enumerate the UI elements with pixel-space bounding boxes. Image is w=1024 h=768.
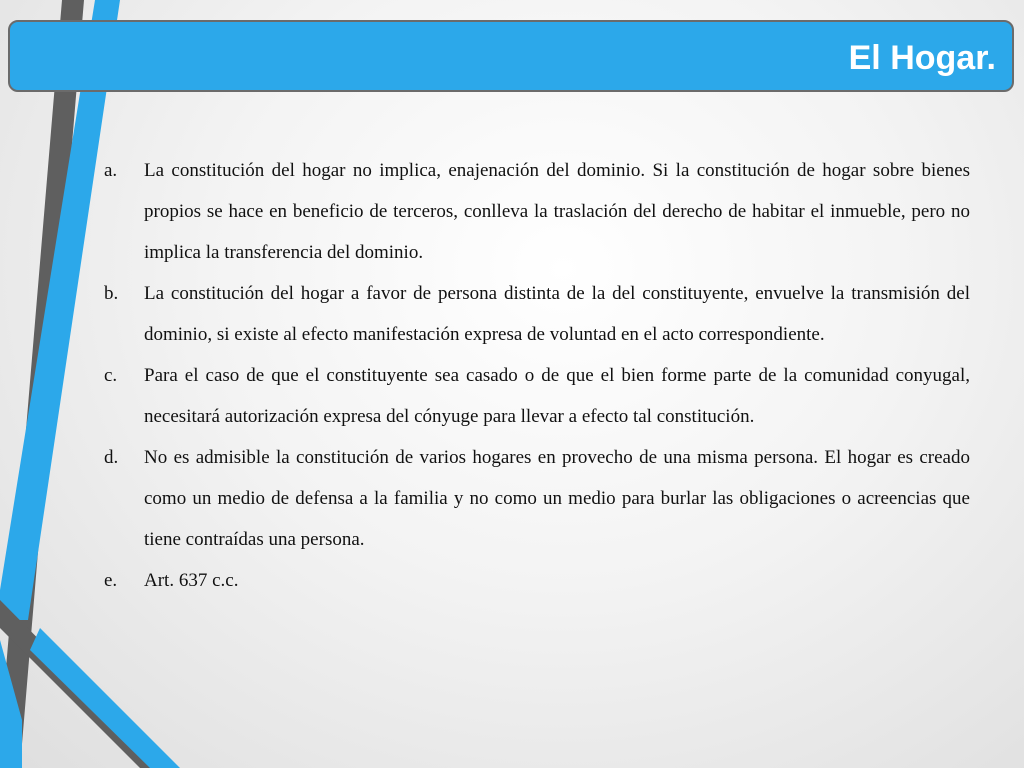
- list-marker: d.: [104, 447, 119, 468]
- list-item-text: Para el caso de que el constituyente sea casado o de que el bien forme parte de la comunidad conyugal, necesitará autorización expresa del cónyuge para llevar a efecto tal constitución.: [144, 365, 970, 427]
- list-item-c: [104, 355, 970, 437]
- list-marker: b.: [104, 283, 119, 304]
- page-title: El Hogar.: [848, 39, 996, 77]
- list-item-b: [104, 273, 970, 355]
- list-item-d: [104, 437, 970, 560]
- list-item-text: No es admisible la constitución de varios hogares en provecho de una misma persona. El hogar es creado como un medio de defensa a la familia y no como un medio para burlar las obligaciones o acreencias que tiene contraídas una persona.: [144, 447, 970, 550]
- list-item-e: [104, 560, 970, 601]
- list-marker: a.: [104, 160, 118, 181]
- list-item-text: La constitución del hogar a favor de persona distinta de la del constituyente, envuelve la transmisión del dominio, si existe al efecto manifestación expresa de voluntad en el acto correspondiente.: [144, 283, 970, 345]
- blue-stripe-bottom-right: [30, 628, 180, 768]
- list-item-a: [104, 150, 970, 273]
- title-bar: [8, 20, 1014, 92]
- list-marker: e.: [104, 570, 118, 591]
- list-marker: c.: [104, 365, 118, 386]
- list-item-text: La constitución del hogar no implica, enajenación del dominio. Si la constitución de hogar sobre bienes propios se hace en beneficio de terceros, conlleva la traslación del derecho de habitar el inmueble, pero no implica la transferencia del dominio.: [144, 160, 970, 263]
- list-item-text: Art. 637 c.c.: [144, 570, 239, 591]
- content-list: [104, 150, 970, 601]
